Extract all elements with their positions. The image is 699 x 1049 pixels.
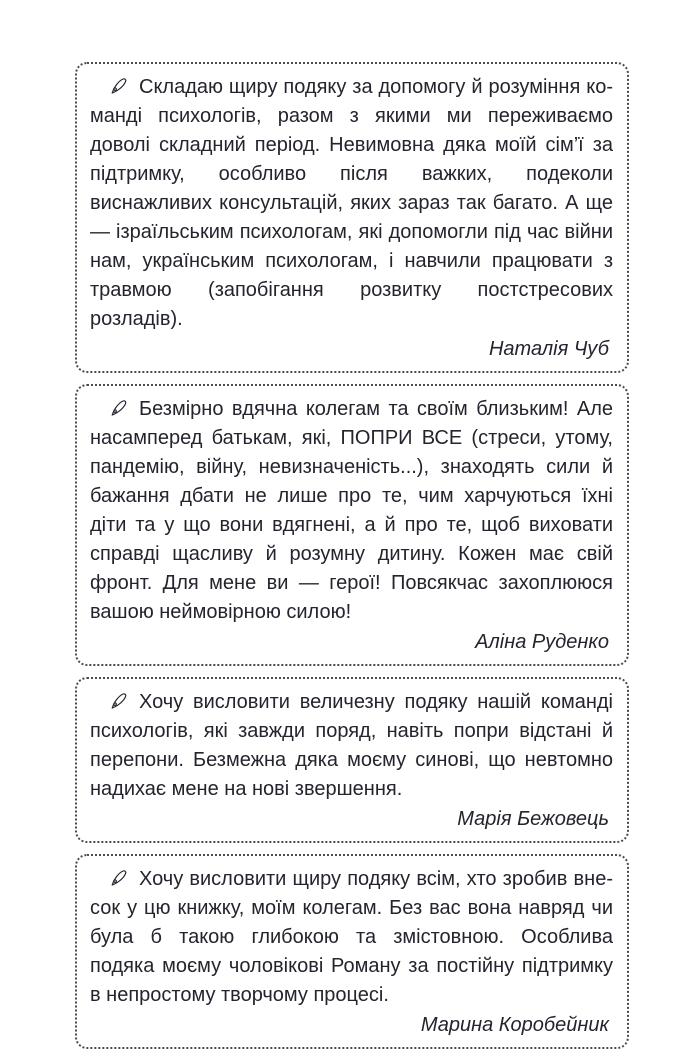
- note-text: Хочу висловити щиру подяку всім, хто зробив внесок у цю книжку, моїм колегам. Без вас вона навряд чи була б такою глибокою та змістовною. Особлива подяка моєму чоловікові Роману за постійну підтримку в непростому творчому процесі.: [90, 868, 613, 1006]
- acknowledgement-note: [75, 384, 629, 666]
- note-paragraph: [90, 73, 613, 334]
- fountain-pen-icon: [108, 868, 130, 888]
- note-text: Складаю щиру подяку за допомогу й розуміння команді психологів, разом з якими ми переживаємо доволі складний період. Невимовна дяка моїй сім’ї за підтримку, особливо після важких, подеколи виснажливих консультацій, яких зараз так багато. А ще — ізраїльським психологам, які допомогли під час війни нам, українським психологам, і навчили працювати з травмою (запобігання розвитку постстресових розладів).: [90, 76, 613, 330]
- note-text: Безмірно вдячна колегам та своїм близьким! Але насамперед батькам, які, ПОПРИ ВСЕ (стреси, утому, пандемію, війну, невизначеність...), знаходять сили й бажання дбати не лише про те, чим харчуються їхні діти та у що вони вдягнені, а й про те, щоб виховати справді щасливу й розумну дитину. Кожен має свій фронт. Для мене ви — герої! Повсякчас захоплююся вашою неймовірною силою!: [90, 398, 613, 623]
- acknowledgement-note: [75, 62, 629, 373]
- note-paragraph: [90, 395, 613, 627]
- fountain-pen-icon: [108, 398, 130, 418]
- fountain-pen-icon: [108, 76, 130, 96]
- note-paragraph: [90, 688, 613, 804]
- note-signature: Марія Бежовець: [457, 808, 609, 830]
- acknowledgements-page: [75, 62, 629, 1049]
- note-signature: Наталія Чуб: [488, 338, 609, 360]
- acknowledgement-note: [75, 854, 629, 1049]
- note-signature: Аліна Руденко: [475, 631, 609, 653]
- fountain-pen-icon: [108, 691, 130, 711]
- note-text: Хочу висловити величезну подяку нашій команді психологів, які завжди поряд, навіть попри відстані й перепони. Безмежна дяка моєму синові, що невтомно надихає мене на нові звершення.: [90, 691, 613, 800]
- acknowledgement-note: [75, 677, 629, 843]
- note-paragraph: [90, 865, 613, 1010]
- note-signature: Марина Коробейник: [420, 1014, 609, 1036]
